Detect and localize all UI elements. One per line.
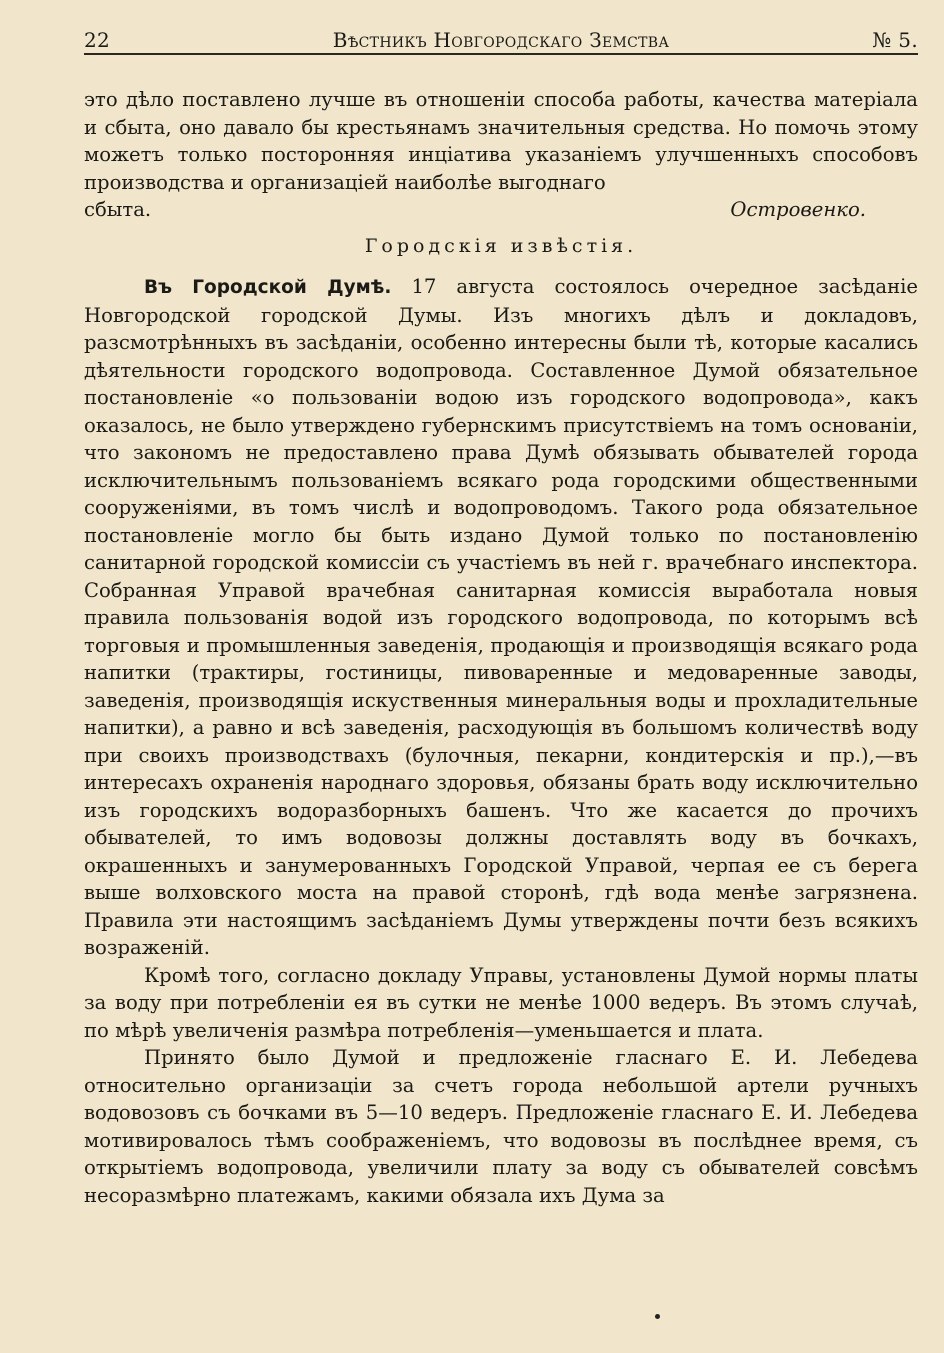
paragraph-city-duma bbox=[84, 273, 918, 962]
article-body bbox=[84, 86, 918, 1209]
paragraph-water-rates: Кромѣ того, согласно докладу Управы, установлены Думой нормы платы за воду при потребленіи ея въ сутки не менѣе 1000 ведеръ. Въ этомъ случаѣ, по мѣрѣ увеличенія размѣра потребленія—уменьшается и плата. bbox=[84, 963, 918, 1042]
journal-title: Вѣстникъ Новгородскаго Земства bbox=[332, 28, 670, 52]
runin-title: Въ Городской Думѣ. bbox=[144, 277, 392, 298]
paragraph-lebedev-proposal: Принято было Думой и предложеніе гласнаго Е. И. Лебедева относительно организаціи за счетъ города небольшой артели ручныхъ водовозовъ съ бочками въ 5—10 ведеръ. Предложеніе гласнаго Е. И. Лебедева мотивировалось тѣмъ соображеніемъ, что водовозы въ послѣднее время, съ открытіемъ водопровода, увеличили плату за воду съ обывателей совсѣмъ несоразмѣрно платежамъ, какими обязала ихъ Дума за bbox=[84, 1046, 918, 1207]
author-signature: Островенко. bbox=[730, 198, 866, 221]
issue-number: № 5. bbox=[872, 28, 918, 52]
closing-line bbox=[84, 196, 918, 224]
print-speck bbox=[655, 1314, 660, 1319]
section-heading: Городскія извѣстія. bbox=[364, 234, 638, 257]
page-number: 22 bbox=[84, 28, 111, 52]
closing-word: сбыта. bbox=[84, 198, 152, 221]
running-header bbox=[84, 24, 918, 56]
header-rule bbox=[84, 53, 918, 55]
paragraph-continuation: это дѣло поставлено лучше въ отношеніи способа работы, качества матеріала и сбыта, оно давало бы крестьянамъ значительныя средства. Но помочь этому можетъ только посторонняя инціатива указаніемъ улучшенныхъ способовъ производства и организаціей наиболѣе выгоднаго bbox=[84, 88, 918, 194]
paragraph-text: 17 августа состоялось очередное засѣданіе Новгородской городской Думы. Изъ многихъ дѣлъ и докладовъ, разсмотрѣнныхъ въ засѣданіи, особенно интересны были тѣ, которые касались дѣятельности городского водопровода. Составленное Думой обязательное постановленіе «о пользованіи водою изъ городского водопровода», какъ оказалось, не было утверждено губернскимъ присутствіемъ на томъ основаніи, что закономъ не предоставлено права Думѣ обязывать обывателей города исключительнымъ пользованіемъ всякаго рода городскими общественными сооруженіями, въ томъ числѣ и водопроводомъ. Такого рода обязательное постановленіе могло бы быть издано Думой только по постановленію санитарной городской комиссіи съ участіемъ въ ней г. врачебнаго инспектора. Собранная Управой врачебная санитарная комиссія выработала новыя правила пользованія водой изъ городского водопровода, по которымъ всѣ торговыя и промышленныя заведенія, продающія и производящія всякаго рода напитки (трактиры, гостиницы, пивоваренные и медоваренные заводы, заведенія, производящія искуственныя минеральныя воды и прохладительные напитки), а равно и всѣ заведенія, расходующія въ большомъ количествѣ воду при своихъ производствахъ (булочныя, пекарни, кондитерскія и пр.),—въ интересахъ охраненія народнаго здоровья, обязаны брать воду исключительно изъ городскихъ водоразборныхъ башенъ. Что же касается до прочихъ обывателей, то имъ водовозы должны доставлять воду въ бочкахъ, окрашенныхъ и занумерованныхъ Городской Управой, черпая ее съ берега выше волховского моста на правой сторонѣ, гдѣ вода менѣе загрязнена. Правила эти настоящимъ засѣданіемъ Думы утверждены почти безъ всякихъ возраженій. bbox=[84, 275, 918, 959]
